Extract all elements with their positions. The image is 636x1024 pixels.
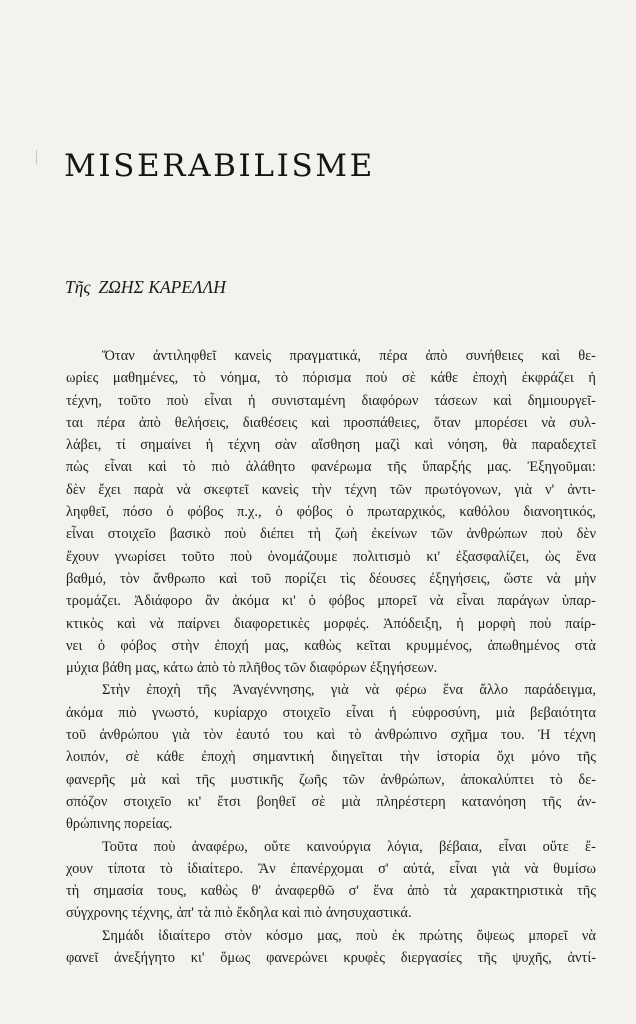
text-line: μύχια βάθη μας, κάτω ἀπὸ τὸ πλῆθος τῶν διαφόρων ἐξηγήσεων.: [66, 660, 438, 677]
text-line: τὴ σημασία τους, καθὼς θ' ἀναφερθῶ σ' ἕνα ἀπὸ τὰ χαρακτηριστικὰ τῆς: [66, 883, 596, 900]
article-title: MISERABILISME: [64, 148, 375, 184]
text-line: λάβει, τί σημαίνει ἡ τέχνη σὰν αἴσθηση μαζὶ καὶ νόηση, θὰ παραδεχτεῖ: [66, 437, 596, 454]
text-line: ται πέρα ἀπὸ θελήσεις, διαθέσεις καὶ προσπάθειες, ὅταν μπορέσει νὰ συλ-: [66, 414, 596, 431]
byline: [65, 277, 226, 298]
scan-artifact: [36, 150, 37, 164]
text-line: σύγχρονης τέχνης, ἀπ' τὰ πιὸ ἔκδηλα καὶ πιὸ ἀνησυχαστικά.: [66, 905, 412, 922]
text-line: τρομάζει. Ἀδιάφορο ἂν ἀκόμα κι' ὁ φόβος μπορεῖ νὰ εἶναι παράγων ὑπαρ-: [66, 593, 596, 610]
text-line: φανεῖ ἀνεξήγητο κι' ὅμως φανερώνει κρυφὲς διεργασίες τῆς ψυχῆς, ἀντί-: [66, 950, 596, 967]
text-line: Ὅταν ἀντιληφθεῖ κανεὶς πραγματικά, πέρα ἀπὸ συνήθειες καὶ θε-: [102, 348, 596, 364]
text-line: βαθμό, τὸν ἄνθρωπο καὶ τοῦ πορίζει τὶς δέουσες ἐξηγήσεις, ὥστε νὰ μὴν: [66, 570, 596, 587]
text-line: Τοῦτα ποὺ ἀναφέρω, οὔτε καινούργια λόγια, βέβαια, εἶναι οὔτε ἔ-: [102, 838, 596, 855]
text-line: εἶναι στοιχεῖο βασικὸ ποὺ διέπει τὴ ζωὴ ἐκείνων τῶν ἀνθρώπων ποὺ δὲν: [66, 526, 596, 543]
text-line: δὲν ἔχει παρὰ νὰ σκεφτεῖ κανεὶς τὴν τέχνη τῶν πρωτόγονων, γιὰ ν' ἀντι-: [66, 481, 596, 498]
byline-author: ΖΩΗΣ ΚΑΡΕΛΛΗ: [98, 277, 226, 297]
text-line: φανερῆς μὰ καὶ τῆς μυστικῆς ζωῆς τῶν ἀνθρώπων, ἀποκαλύπτει τὸ δε-: [66, 771, 596, 788]
text-line: ωρίες μαθημένες, τὸ νόημα, τὸ πόρισμα ποὺ σὲ κάθε ἐποχὴ ἐκφράζει ἡ: [66, 370, 596, 387]
text-line: κτικὸς καὶ νὰ παίρνει διαφορετικὲς μορφές. Ἀπόδειξη, ἡ μορφὴ ποὺ παίρ-: [66, 615, 596, 632]
text-line: ληφθεῖ, πόσο ὁ φόβος π.χ., ὁ φόβος ὁ πρωταρχικός, καθόλου διανοητικός,: [66, 504, 596, 521]
article-body: [66, 345, 596, 969]
text-line: πὼς εἶναι καὶ τὸ πιὸ ἀλάθητο φανέρωμα τῆς ὕπαρξής μας. Ἐξηγοῦμαι:: [66, 459, 596, 476]
text-line: νει ὁ φόβος στὴν ἐποχή μας, καθὼς κεῖται κρυμμένος, ἀπωθημένος στὰ: [66, 637, 596, 654]
byline-prefix: Τῆς: [65, 277, 91, 297]
text-line: χουν τίποτα τὸ ἰδιαίτερο. Ἂν ἐπανέρχομαι σ' αὐτά, εἶναι γιὰ νὰ θυμίσω: [66, 860, 596, 877]
text-line: τέχνη, τοῦτο ποὺ εἶναι ἡ συνισταμένη διαφόρων τάσεων καὶ δημιουργεῖ-: [66, 392, 596, 409]
text-line: τοῦ ἀνθρώπου γιὰ τὸν ἑαυτό του καὶ τὸ ἀνθρώπινο σχῆμα του. Ἡ τέχνη: [66, 727, 596, 744]
text-line: σπόζον στοιχεῖο κι' ἔτσι βοηθεῖ σὲ μιὰ πληρέστερη κατανόηση τῆς ἀν-: [66, 793, 596, 810]
text-line: Σημάδι ἰδιαίτερο στὸν κόσμο μας, ποὺ ἐκ πρώτης ὄψεως μπορεῖ νὰ: [102, 927, 596, 944]
text-line: θρώπινης πορείας.: [66, 816, 173, 833]
text-line: ἔχουν γνωρίσει τοῦτο ποὺ ὀνομάζουμε πολιτισμὸ κι' ἐξασφαλίζει, ὡς ἕνα: [66, 548, 596, 565]
text-line: λοιπόν, σὲ κάθε ἐποχὴ σημαντική διηγεῖται τὴν ἱστορία ὄχι μόνο τῆς: [66, 749, 596, 766]
text-line: ἀκόμα πιὸ γνωστό, κυρίαρχο στοιχεῖο εἶναι ἡ εὐφροσύνη, μιὰ βεβαιότητα: [66, 704, 596, 721]
text-line: Στὴν ἐποχὴ τῆς Ἀναγέννησης, γιὰ νὰ φέρω ἕνα ἄλλο παράδειγμα,: [102, 682, 596, 699]
